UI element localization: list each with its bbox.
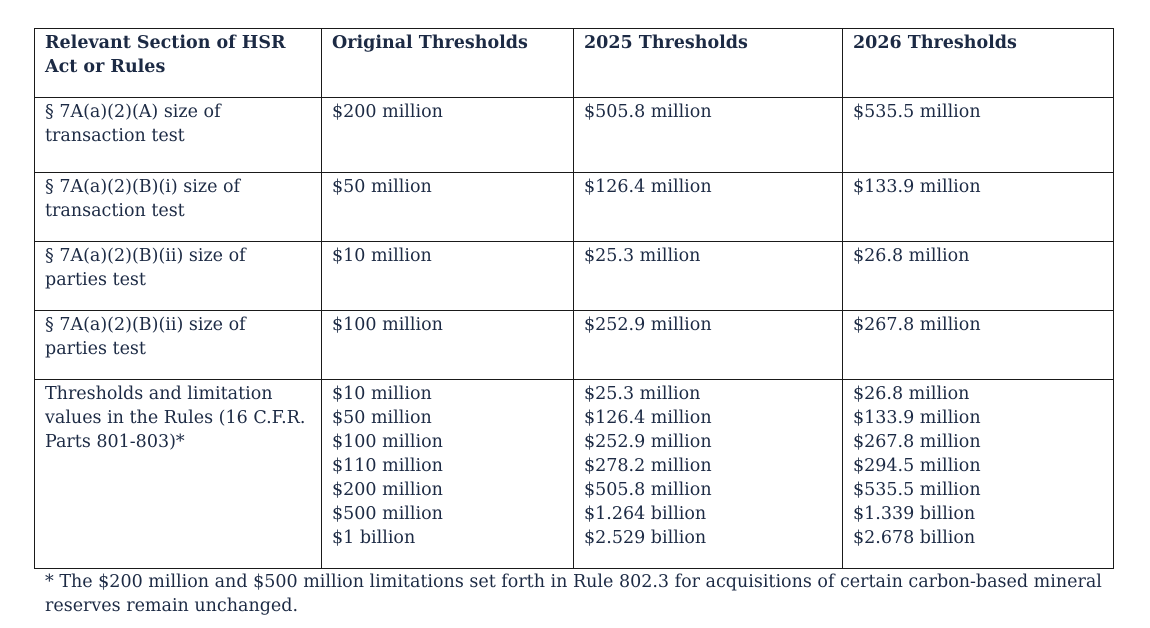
value-line: $535.5 million [853,480,981,500]
2026-cell [843,173,1114,242]
value-line: $500 million [332,504,443,524]
value-line: $110 million [332,456,443,476]
value-line: $133.9 million [853,177,981,197]
value-line: $200 million [332,480,443,500]
table-row [35,380,1114,569]
header-2026-thresholds: 2026 Thresholds [843,29,1114,98]
value-line: $294.5 million [853,456,981,476]
value-line: $2.678 billion [853,528,976,548]
value-line: $1.264 billion [584,504,707,524]
table-row [35,98,1114,173]
value-line: $100 million [332,432,443,452]
value-line: $1.339 billion [853,504,976,524]
section-cell: § 7A(a)(2)(A) size of transaction test [35,98,322,173]
value-line: $50 million [332,177,432,197]
section-cell: Thresholds and limitation values in the Rules (16 C.F.R. Parts 801-803)* [35,380,322,569]
2025-cell [574,242,843,311]
value-line: $252.9 million [584,432,712,452]
original-cell [322,311,574,380]
value-line: $50 million [332,408,432,428]
table-row [35,173,1114,242]
table-row [35,242,1114,311]
2025-cell [574,98,843,173]
value-line: $25.3 million [584,384,701,404]
value-line: $26.8 million [853,246,970,266]
value-line: $505.8 million [584,480,712,500]
value-line: $133.9 million [853,408,981,428]
value-line: $1 billion [332,528,416,548]
section-cell: § 7A(a)(2)(B)(ii) size of parties test [35,242,322,311]
original-cell [322,242,574,311]
2025-cell [574,311,843,380]
header-original-thresholds: Original Thresholds [322,29,574,98]
value-line: $25.3 million [584,246,701,266]
value-line: $200 million [332,102,443,122]
2026-cell [843,380,1114,569]
2025-cell [574,380,843,569]
section-cell: § 7A(a)(2)(B)(ii) size of parties test [35,311,322,380]
header-section: Relevant Section of HSR Act or Rules [35,29,322,98]
thresholds-table [34,28,1114,569]
table-header-row [35,29,1114,98]
value-line: $10 million [332,384,432,404]
footnote: * The $200 million and $500 million limitations set forth in Rule 802.3 for acquisitions of certain carbon-based mineral reserves remain unchanged. [45,572,1102,616]
value-line: $267.8 million [853,432,981,452]
section-cell: § 7A(a)(2)(B)(i) size of transaction test [35,173,322,242]
value-line: $2.529 billion [584,528,707,548]
original-cell [322,380,574,569]
2026-cell [843,98,1114,173]
value-line: $26.8 million [853,384,970,404]
original-cell [322,98,574,173]
value-line: $100 million [332,315,443,335]
2025-cell [574,173,843,242]
table-row [35,311,1114,380]
2026-cell [843,242,1114,311]
value-line: $252.9 million [584,315,712,335]
2026-cell [843,311,1114,380]
original-cell [322,173,574,242]
value-line: $267.8 million [853,315,981,335]
value-line: $278.2 million [584,456,712,476]
value-line: $505.8 million [584,102,712,122]
header-2025-thresholds: 2025 Thresholds [574,29,843,98]
value-line: $10 million [332,246,432,266]
value-line: $126.4 million [584,177,712,197]
value-line: $126.4 million [584,408,712,428]
value-line: $535.5 million [853,102,981,122]
